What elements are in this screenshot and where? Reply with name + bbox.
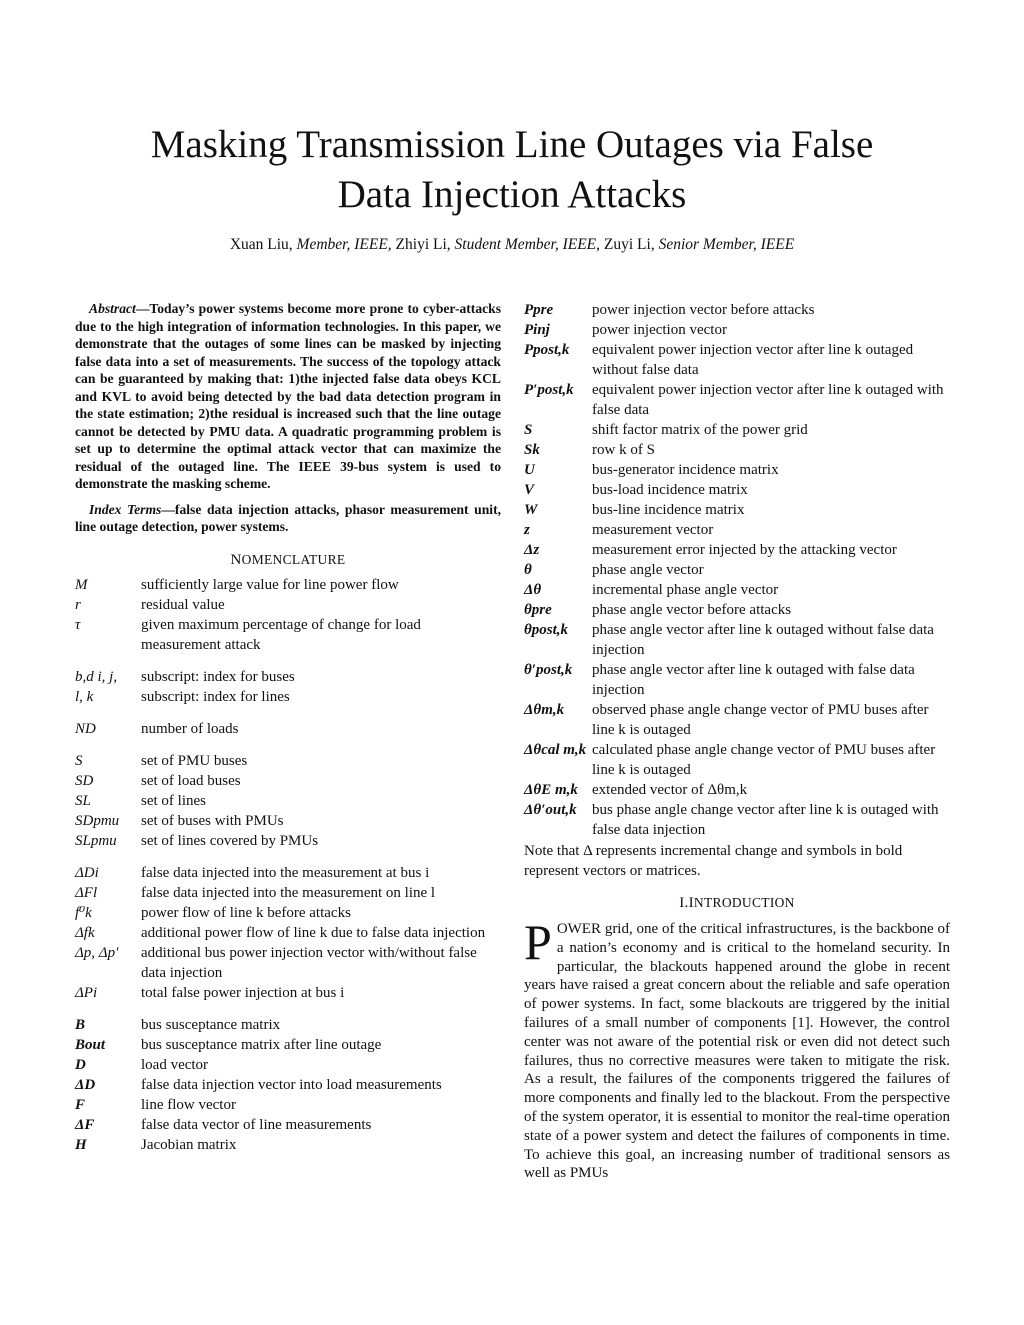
abstract-text: Today’s power systems become more prone to cyber-attacks due to the high integration of information technologies. In this paper, we demonstrate that the outages of some lines can be masked by injecting false data into a set of measurements. The success of the topology attack can be guaranteed by making that: 1)the injected false data obeys KCL and KVL to avoid being detected by the bad data detection program in the state estimation; 2)the residual is increased such that the line outage cannot be detected by PMU data. A quadratic programming problem is set up to determine the optimal attack vector that can maximize the residual of the outaged line. The IEEE 39-bus system is used to demonstrate the masking scheme. (75, 301, 501, 491)
nomenclature-definition: subscript: index for buses (141, 668, 295, 685)
nomenclature-symbol: Bout (75, 1036, 106, 1053)
nomenclature-row (524, 480, 950, 500)
nomenclature-definition: set of PMU buses (141, 752, 248, 769)
introduction-heading (524, 895, 950, 912)
nomenclature-row (524, 440, 950, 460)
nomenclature-symbol: Sk (524, 442, 540, 458)
nomenclature-definition: bus-line incidence matrix (592, 502, 745, 518)
nomenclature-row (75, 615, 501, 655)
nomenclature-definition: phase angle vector after line k outaged with false data injection (592, 662, 915, 698)
nomenclature-definition: false data vector of line measurements (141, 1116, 372, 1133)
nomenclature-row (75, 719, 501, 739)
nomenclature-row (524, 600, 950, 620)
nomenclature-row (75, 983, 501, 1003)
nomenclature-heading (75, 552, 501, 569)
nomenclature-definition: subscript: index for lines (141, 688, 290, 705)
nomenclature-symbol: ΔD (75, 1076, 96, 1093)
author-2-name: Zhiyi Li, (391, 236, 455, 253)
nomenclature-row (524, 420, 950, 440)
nomenclature-symbol: U (524, 462, 535, 478)
nomenclature-symbol: Δp, Δp′ (75, 944, 119, 961)
nomenclature-definition: false data injected into the measurement on line l (141, 884, 436, 901)
nomenclature-symbol: Ppre (524, 302, 554, 318)
nomenclature-symbol: r (75, 596, 81, 613)
nomenclature-row (524, 620, 950, 660)
nomenclature-definition: additional bus power injection vector with/without false data injection (141, 944, 477, 981)
nomenclature-definition: Jacobian matrix (141, 1136, 237, 1153)
nomenclature-row (75, 575, 501, 595)
nomenclature-heading-first: N (230, 551, 242, 568)
nomenclature-definition: number of loads (141, 720, 239, 737)
nomenclature-row (75, 1015, 501, 1035)
author-2-role: Student Member, IEEE, (454, 236, 601, 253)
nomenclature-symbol: b,d i, j, (75, 668, 118, 685)
abstract-label: Abstract (89, 301, 136, 316)
nomenclature-symbol: SDpmu (75, 812, 120, 829)
nomenclature-definition: equivalent power injection vector after line k outaged without false data (592, 342, 914, 378)
nomenclature-symbol: ΔθE m,k (524, 782, 578, 798)
nomenclature-definition: set of buses with PMUs (141, 812, 284, 829)
nomenclature-symbol: SL (75, 792, 91, 809)
nomenclature-row (524, 520, 950, 540)
nomenclature-row (75, 791, 501, 811)
nomenclature-definition: phase angle vector before attacks (592, 602, 792, 618)
nomenclature-definition: set of load buses (141, 772, 241, 789)
nomenclature-symbol: f⁰k (75, 904, 92, 921)
nomenclature-symbol: z (524, 522, 530, 538)
nomenclature-row (75, 687, 501, 707)
nomenclature-row (75, 1055, 501, 1075)
nomenclature-row (524, 500, 950, 520)
nomenclature-symbol: P′post,k (524, 382, 574, 398)
nomenclature-symbol: ΔPi (75, 984, 98, 1001)
nomenclature-row (524, 560, 950, 580)
nomenclature-row (524, 740, 950, 780)
introduction-heading-num: I. (679, 895, 689, 911)
nomenclature-row (524, 300, 950, 320)
nomenclature-definition: observed phase angle change vector of PMU buses after line k is outaged (592, 702, 929, 738)
nomenclature-symbol: SLpmu (75, 832, 117, 849)
paper-title (0, 120, 1024, 220)
nomenclature-row (524, 800, 950, 840)
nomenclature-row (524, 780, 950, 800)
nomenclature-definition: incremental phase angle vector (592, 582, 779, 598)
nomenclature-definition: load vector (141, 1056, 209, 1073)
nomenclature-symbol: θ (524, 562, 532, 578)
author-1-name: Xuan Liu, (229, 236, 297, 253)
index-terms (75, 501, 501, 536)
nomenclature-symbol: Pinj (524, 322, 550, 338)
nomenclature-definition: measurement vector (592, 522, 714, 538)
author-1-role: Member, IEEE, (296, 236, 392, 253)
nomenclature-row (524, 700, 950, 740)
nomenclature-definition: phase angle vector (592, 562, 704, 578)
nomenclature-symbol: B (75, 1016, 86, 1033)
nomenclature-symbol: F (75, 1096, 86, 1113)
nomenclature-symbol: ΔDi (75, 864, 99, 881)
nomenclature-row (75, 771, 501, 791)
nomenclature-definition: bus susceptance matrix (141, 1016, 281, 1033)
introduction-paragraph (524, 914, 950, 1183)
nomenclature-row (75, 1075, 501, 1095)
nomenclature-row (524, 340, 950, 380)
nomenclature-symbol: W (524, 502, 538, 518)
nomenclature-definition: set of lines covered by PMUs (141, 832, 319, 849)
nomenclature-row (75, 1135, 501, 1155)
nomenclature-symbol: Δfk (75, 924, 95, 941)
nomenclature-row (75, 903, 501, 923)
nomenclature-right-list (524, 300, 950, 840)
nomenclature-left-list (75, 575, 501, 1155)
introduction-heading-rest: NTRODUCTION (693, 895, 795, 910)
nomenclature-definition: phase angle vector after line k outaged without false data injection (592, 622, 934, 658)
nomenclature-row (75, 751, 501, 771)
nomenclature-row (75, 943, 501, 983)
author-3-role: Senior Member, IEEE (658, 236, 795, 253)
nomenclature-symbol: Ppost,k (524, 342, 570, 358)
title-line-1: Masking Transmission Line Outages via False (150, 123, 874, 166)
nomenclature-symbol: M (75, 576, 88, 593)
nomenclature-row (524, 380, 950, 420)
nomenclature-definition: bus-load incidence matrix (592, 482, 748, 498)
nomenclature-row (75, 831, 501, 851)
intro-lead: OWER (556, 921, 601, 937)
nomenclature-definition: bus susceptance matrix after line outage (141, 1036, 382, 1053)
nomenclature-definition: measurement error injected by the attacking vector (592, 542, 897, 558)
nomenclature-definition: extended vector of Δθm,k (592, 782, 748, 798)
nomenclature-symbol: Δθm,k (524, 702, 565, 718)
index-terms-dash: — (161, 501, 175, 517)
nomenclature-row (524, 320, 950, 340)
author-line (0, 236, 1024, 254)
nomenclature-definition: sufficiently large value for line power flow (141, 576, 399, 593)
nomenclature-definition: bus-generator incidence matrix (592, 462, 779, 478)
nomenclature-symbol: S (524, 422, 533, 438)
nomenclature-symbol: D (75, 1056, 86, 1073)
nomenclature-row (75, 923, 501, 943)
nomenclature-row (75, 863, 501, 883)
nomenclature-row (75, 811, 501, 831)
nomenclature-row (75, 883, 501, 903)
nomenclature-note: Note that Δ represents incremental change and symbols in bold represent vectors or matrices. (524, 843, 903, 879)
title-line-2: Data Injection Attacks (337, 173, 687, 216)
right-column (524, 300, 950, 1183)
abstract-dash: — (135, 301, 150, 316)
nomenclature-definition: total false power injection at bus i (141, 984, 345, 1001)
nomenclature-definition: bus phase angle change vector after line k is outaged with false data injection (592, 802, 939, 838)
nomenclature-definition: given maximum percentage of change for load measurement attack (141, 616, 421, 653)
nomenclature-symbol: θpost,k (524, 622, 569, 638)
nomenclature-definition: shift factor matrix of the power grid (592, 422, 808, 438)
author-3-name: Zuyi Li, (600, 236, 659, 253)
nomenclature-symbol: θ′post,k (524, 662, 573, 678)
nomenclature-symbol: ND (75, 720, 96, 737)
nomenclature-row (75, 1095, 501, 1115)
left-column (75, 300, 501, 1155)
intro-text: grid, one of the critical infrastructures, is the backbone of a nation’s economy and is critical to the homeland security. In particular, the blackouts happened around the globe in recent years have raised a great concern about the reliable and safe operation of power systems. In fact, some blackouts are triggered by the initial failures of a small number of components [1]. However, the control center was not aware of the potential risk or even did not detect such failures, thus no corrective measures were taken to mitigate the risk. As a result, the failures of the components triggered the failures of more components and finally led to the blackout. From the perspective of the system operator, it is essential to monitor the real-time operation state of a power system and detect the failures of components in time. To achieve this goal, an increasing number of traditional sensors as well as PMUs (524, 921, 950, 1182)
nomenclature-definition: false data injection vector into load measurements (141, 1076, 442, 1093)
nomenclature-definition: residual value (141, 596, 225, 613)
nomenclature-row (524, 460, 950, 480)
nomenclature-row (524, 540, 950, 560)
nomenclature-symbol: V (524, 482, 535, 498)
nomenclature-symbol: Δθ′out,k (524, 802, 577, 818)
nomenclature-row (75, 1035, 501, 1055)
nomenclature-row (75, 595, 501, 615)
drop-cap: P (524, 914, 552, 970)
nomenclature-definition: line flow vector (141, 1096, 236, 1113)
nomenclature-symbol: ΔF (75, 1116, 95, 1133)
index-terms-label: Index Terms (89, 501, 162, 517)
nomenclature-symbol: H (75, 1136, 87, 1153)
nomenclature-definition: false data injected into the measurement at bus i (141, 864, 430, 881)
nomenclature-symbol: Δθ (524, 582, 542, 598)
index-terms-text: false data injection attacks, phasor measurement unit, line outage detection, power systems. (75, 501, 502, 534)
nomenclature-row (524, 580, 950, 600)
nomenclature-symbol: τ (75, 616, 81, 633)
nomenclature-heading-rest: OMENCLATURE (241, 551, 346, 567)
nomenclature-symbol: θpre (524, 602, 552, 618)
nomenclature-symbol: ΔFl (75, 884, 98, 901)
nomenclature-definition: power injection vector before attacks (592, 302, 815, 318)
nomenclature-symbol: SD (75, 772, 94, 789)
nomenclature-definition: calculated phase angle change vector of PMU buses after line k is outaged (592, 742, 936, 778)
nomenclature-definition: row k of S (592, 442, 655, 458)
nomenclature-definition: power flow of line k before attacks (141, 904, 351, 921)
nomenclature-row (75, 667, 501, 687)
nomenclature-symbol: l, k (75, 688, 94, 705)
introduction-heading-first: I (688, 895, 694, 911)
nomenclature-row (524, 660, 950, 700)
nomenclature-definition: equivalent power injection vector after line k outaged with false data (592, 382, 944, 418)
nomenclature-definition: power injection vector (592, 322, 727, 338)
nomenclature-symbol: Δθcal m,k (524, 742, 587, 758)
nomenclature-symbol: Δz (524, 542, 540, 558)
nomenclature-definition: set of lines (141, 792, 206, 809)
nomenclature-definition: additional power flow of line k due to false data injection (141, 924, 486, 941)
nomenclature-symbol: S (75, 752, 83, 769)
abstract (75, 300, 501, 493)
nomenclature-row (75, 1115, 501, 1135)
